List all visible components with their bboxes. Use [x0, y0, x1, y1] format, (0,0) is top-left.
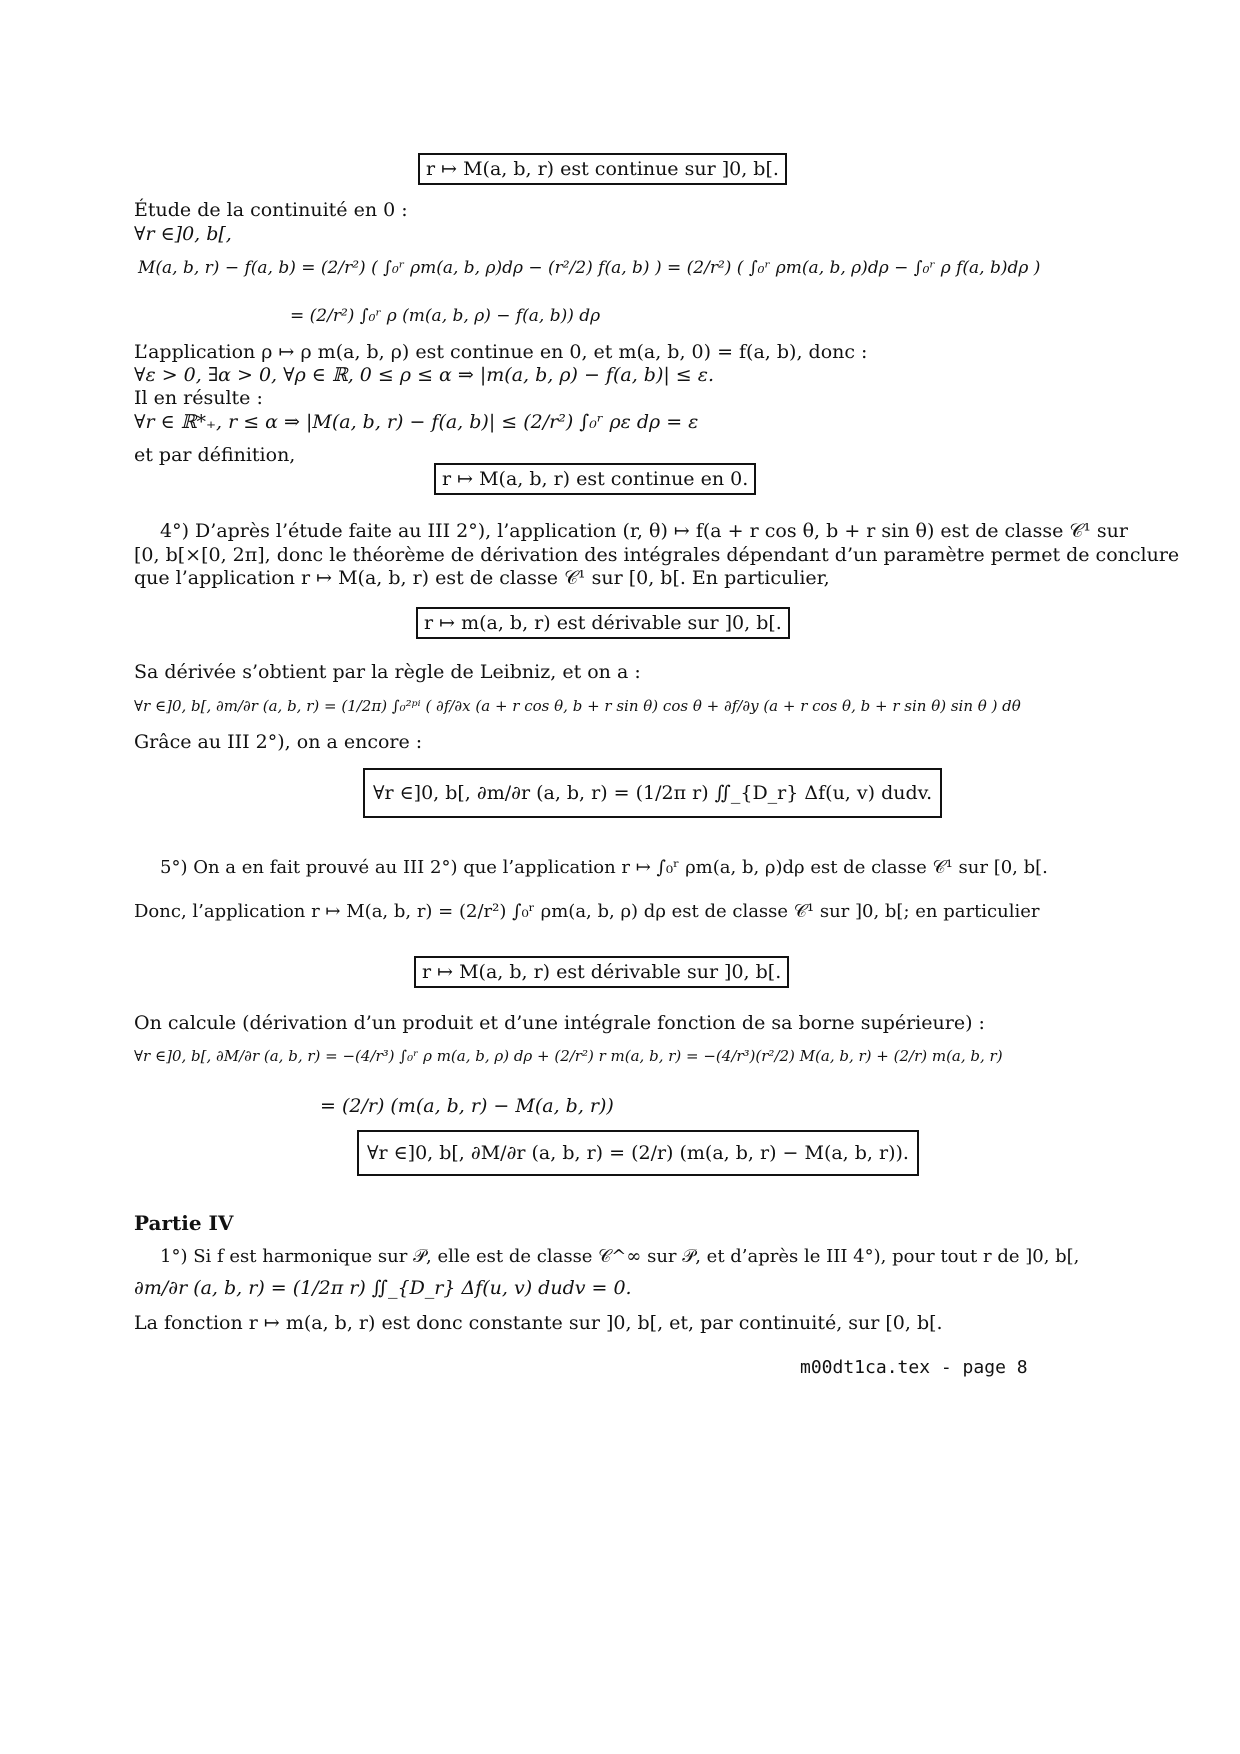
calc-equation-2: = (2/r) (m(a, b, r) − M(a, b, r))	[320, 1095, 614, 1117]
part-iv-title: Partie IV	[134, 1211, 234, 1235]
leibniz-intro: Sa dérivée s’obtient par la règle de Leibniz, et on a :	[134, 661, 641, 683]
continuity-zero-title: Étude de la continuité en 0 :	[134, 199, 408, 221]
q5-paragraph-line1: 5°) On a en fait prouvé au III 2°) que l’application r ↦ ∫₀ʳ ρm(a, b, ρ)dρ est de classe 𝒞¹ sur [0, b[.	[160, 857, 1048, 878]
epsilon-line: ∀ε > 0, ∃α > 0, ∀ρ ∈ ℝ, 0 ≤ ρ ≤ α ⇒ |m(a, b, ρ) − f(a, b)| ≤ ε.	[134, 364, 714, 386]
part-iv-q1-line1: 1°) Si f est harmonique sur 𝒫, elle est de classe 𝒞^∞ sur 𝒫, et d’après le III 4°), pour tout r de ]0, b[,	[160, 1246, 1080, 1267]
q5-paragraph-line2: Donc, l’application r ↦ M(a, b, r) = (2/r²) ∫₀ʳ ρm(a, b, ρ) dρ est de classe 𝒞¹ sur ]0, b[; en particulier	[134, 901, 1040, 922]
boxed-result-continuity-zero: r ↦ M(a, b, r) est continue en 0.	[434, 463, 756, 495]
result-equation: ∀r ∈ ℝ*₊, r ≤ α ⇒ |M(a, b, r) − f(a, b)| ≤ (2/r²) ∫₀ʳ ρε dρ = ε	[134, 411, 699, 433]
boxed-result-m-derivable: r ↦ m(a, b, r) est dérivable sur ]0, b[.	[416, 607, 790, 639]
boxed-result-dM: ∀r ∈]0, b[, ∂M/∂r (a, b, r) = (2/r) (m(a, b, r) − M(a, b, r)).	[357, 1130, 919, 1176]
grace-line: Grâce au III 2°), on a encore :	[134, 731, 423, 753]
forall-line: ∀r ∈]0, b[,	[134, 223, 232, 245]
part-iv-q1-line3: La fonction r ↦ m(a, b, r) est donc constante sur ]0, b[, et, par continuité, sur [0, b[.	[134, 1312, 943, 1334]
q4-paragraph-line2: [0, b[×[0, 2π], donc le théorème de dérivation des intégrales dépendant d’un paramètre permet de conclure	[134, 544, 1180, 566]
page-footer: m00dt1ca.tex - page 8	[800, 1357, 1028, 1378]
boxed-result-M-derivable: r ↦ M(a, b, r) est dérivable sur ]0, b[.	[414, 956, 789, 988]
equation-1: M(a, b, r) − f(a, b) = (2/r²) ( ∫₀ʳ ρm(a, b, ρ)dρ − (r²/2) f(a, b) ) = (2/r²) ( ∫₀ʳ ρm(a, b, ρ)dρ − ∫₀ʳ ρ f(a, b)dρ )	[138, 258, 1041, 278]
equation-2: = (2/r²) ∫₀ʳ ρ (m(a, b, ρ) − f(a, b)) dρ	[290, 306, 601, 326]
calc-intro: On calcule (dérivation d’un produit et d’une intégrale fonction de sa borne supérieure) :	[134, 1012, 985, 1034]
result-intro: Il en résulte :	[134, 387, 263, 409]
boxed-result-continuity-interior: r ↦ M(a, b, r) est continue sur ]0, b[.	[418, 153, 787, 185]
q4-paragraph-line3: que l’application r ↦ M(a, b, r) est de classe 𝒞¹ sur [0, b[. En particulier,	[134, 567, 830, 589]
q4-paragraph-line1: 4°) D’après l’étude faite au III 2°), l’application (r, θ) ↦ f(a + r cos θ, b + r sin θ) est de classe 𝒞¹ sur	[160, 520, 1128, 542]
calc-equation-1: ∀r ∈]0, b[, ∂M/∂r (a, b, r) = −(4/r³) ∫₀ʳ ρ m(a, b, ρ) dρ + (2/r²) r m(a, b, r) = −(4/r³)(r²/2) M(a, b, r) + (2/r) m(a, b, r)	[134, 1047, 1003, 1065]
by-definition-line: et par définition,	[134, 444, 296, 466]
application-line: L’application ρ ↦ ρ m(a, b, ρ) est continue en 0, et m(a, b, 0) = f(a, b), donc :	[134, 341, 868, 363]
part-iv-q1-equation: ∂m/∂r (a, b, r) = (1/2π r) ∬_{D_r} Δf(u, v) dudv = 0.	[134, 1277, 632, 1299]
boxed-result-laplacian: ∀r ∈]0, b[, ∂m/∂r (a, b, r) = (1/2π r) ∬_{D_r} Δf(u, v) dudv.	[363, 768, 942, 818]
leibniz-equation: ∀r ∈]0, b[, ∂m/∂r (a, b, r) = (1/2π) ∫₀²ᵖⁱ ( ∂f/∂x (a + r cos θ, b + r sin θ) cos θ + ∂f/∂y (a + r cos θ, b + r sin θ) sin θ ) dθ	[134, 697, 1021, 715]
